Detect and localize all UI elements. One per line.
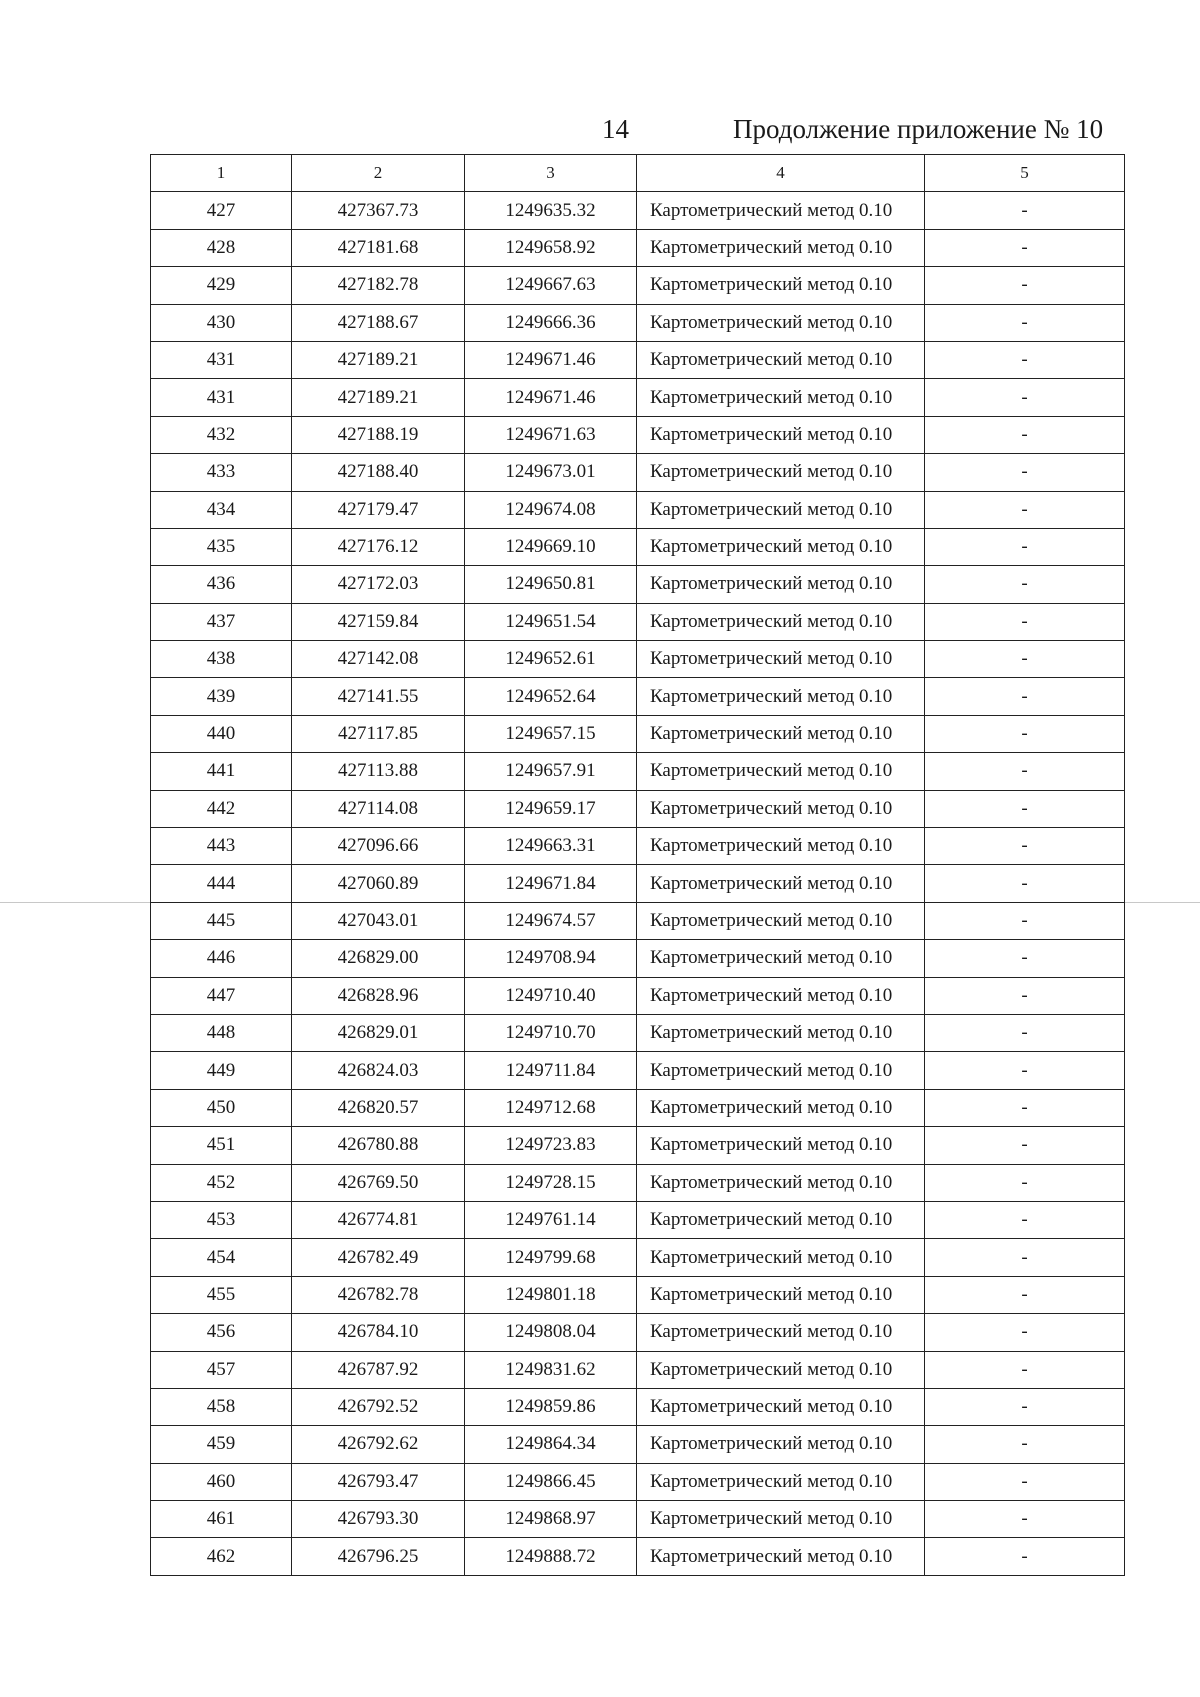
table-row xyxy=(151,304,1125,341)
point-number-cell: 460 xyxy=(151,1463,292,1500)
method-cell: Картометрический метод 0.10 xyxy=(637,267,925,304)
table-row xyxy=(151,1501,1125,1538)
method-cell: Картометрический метод 0.10 xyxy=(637,715,925,752)
notes-cell: - xyxy=(925,379,1125,416)
x-coordinate-cell: 427096.66 xyxy=(292,828,465,865)
point-number-cell: 457 xyxy=(151,1351,292,1388)
coordinates-table xyxy=(150,154,1125,1576)
point-number-cell: 432 xyxy=(151,416,292,453)
notes-cell: - xyxy=(925,1351,1125,1388)
point-number-cell: 455 xyxy=(151,1276,292,1313)
point-number-cell: 453 xyxy=(151,1201,292,1238)
x-coordinate-cell: 426782.78 xyxy=(292,1276,465,1313)
table-row xyxy=(151,379,1125,416)
y-coordinate-cell: 1249801.18 xyxy=(465,1276,637,1313)
notes-cell: - xyxy=(925,977,1125,1014)
y-coordinate-cell: 1249673.01 xyxy=(465,454,637,491)
y-coordinate-cell: 1249669.10 xyxy=(465,528,637,565)
method-cell: Картометрический метод 0.10 xyxy=(637,1501,925,1538)
point-number-cell: 431 xyxy=(151,341,292,378)
method-cell: Картометрический метод 0.10 xyxy=(637,491,925,528)
notes-cell: - xyxy=(925,1201,1125,1238)
point-number-cell: 450 xyxy=(151,1089,292,1126)
y-coordinate-cell: 1249666.36 xyxy=(465,304,637,341)
y-coordinate-cell: 1249671.63 xyxy=(465,416,637,453)
table-row xyxy=(151,902,1125,939)
column-header: 1 xyxy=(151,155,292,192)
method-cell: Картометрический метод 0.10 xyxy=(637,865,925,902)
column-header: 2 xyxy=(292,155,465,192)
x-coordinate-cell: 426828.96 xyxy=(292,977,465,1014)
x-coordinate-cell: 427189.21 xyxy=(292,341,465,378)
point-number-cell: 445 xyxy=(151,902,292,939)
x-coordinate-cell: 427159.84 xyxy=(292,603,465,640)
x-coordinate-cell: 426824.03 xyxy=(292,1052,465,1089)
x-coordinate-cell: 427043.01 xyxy=(292,902,465,939)
y-coordinate-cell: 1249868.97 xyxy=(465,1501,637,1538)
x-coordinate-cell: 426829.01 xyxy=(292,1014,465,1051)
table-row xyxy=(151,865,1125,902)
x-coordinate-cell: 426787.92 xyxy=(292,1351,465,1388)
table-row xyxy=(151,528,1125,565)
x-coordinate-cell: 427188.40 xyxy=(292,454,465,491)
column-header: 4 xyxy=(637,155,925,192)
method-cell: Картометрический метод 0.10 xyxy=(637,1052,925,1089)
point-number-cell: 441 xyxy=(151,753,292,790)
method-cell: Картометрический метод 0.10 xyxy=(637,1276,925,1313)
y-coordinate-cell: 1249657.15 xyxy=(465,715,637,752)
x-coordinate-cell: 427367.73 xyxy=(292,192,465,229)
point-number-cell: 434 xyxy=(151,491,292,528)
notes-cell: - xyxy=(925,1388,1125,1425)
table-row xyxy=(151,1164,1125,1201)
table-row xyxy=(151,566,1125,603)
notes-cell: - xyxy=(925,229,1125,266)
method-cell: Картометрический метод 0.10 xyxy=(637,1314,925,1351)
method-cell: Картометрический метод 0.10 xyxy=(637,379,925,416)
y-coordinate-cell: 1249831.62 xyxy=(465,1351,637,1388)
method-cell: Картометрический метод 0.10 xyxy=(637,528,925,565)
table-row xyxy=(151,454,1125,491)
table-row xyxy=(151,790,1125,827)
column-header: 3 xyxy=(465,155,637,192)
notes-cell: - xyxy=(925,790,1125,827)
x-coordinate-cell: 427188.19 xyxy=(292,416,465,453)
page-header-title: Продолжение приложение № 10 xyxy=(733,114,1104,144)
method-cell: Картометрический метод 0.10 xyxy=(637,678,925,715)
method-cell: Картометрический метод 0.10 xyxy=(637,1089,925,1126)
y-coordinate-cell: 1249635.32 xyxy=(465,192,637,229)
notes-cell: - xyxy=(925,678,1125,715)
notes-cell: - xyxy=(925,865,1125,902)
x-coordinate-cell: 427113.88 xyxy=(292,753,465,790)
method-cell: Картометрический метод 0.10 xyxy=(637,192,925,229)
notes-cell: - xyxy=(925,528,1125,565)
method-cell: Картометрический метод 0.10 xyxy=(637,940,925,977)
y-coordinate-cell: 1249659.17 xyxy=(465,790,637,827)
y-coordinate-cell: 1249671.46 xyxy=(465,341,637,378)
notes-cell: - xyxy=(925,1276,1125,1313)
point-number-cell: 452 xyxy=(151,1164,292,1201)
x-coordinate-cell: 427176.12 xyxy=(292,528,465,565)
notes-cell: - xyxy=(925,454,1125,491)
method-cell: Картометрический метод 0.10 xyxy=(637,1426,925,1463)
method-cell: Картометрический метод 0.10 xyxy=(637,641,925,678)
point-number-cell: 433 xyxy=(151,454,292,491)
table-row xyxy=(151,1014,1125,1051)
y-coordinate-cell: 1249652.61 xyxy=(465,641,637,678)
y-coordinate-cell: 1249864.34 xyxy=(465,1426,637,1463)
table-row xyxy=(151,715,1125,752)
point-number-cell: 428 xyxy=(151,229,292,266)
y-coordinate-cell: 1249674.08 xyxy=(465,491,637,528)
x-coordinate-cell: 427182.78 xyxy=(292,267,465,304)
x-coordinate-cell: 426793.30 xyxy=(292,1501,465,1538)
notes-cell: - xyxy=(925,1426,1125,1463)
method-cell: Картометрический метод 0.10 xyxy=(637,454,925,491)
notes-cell: - xyxy=(925,1501,1125,1538)
method-cell: Картометрический метод 0.10 xyxy=(637,416,925,453)
notes-cell: - xyxy=(925,1239,1125,1276)
point-number-cell: 436 xyxy=(151,566,292,603)
table-header-row xyxy=(151,155,1125,192)
notes-cell: - xyxy=(925,1127,1125,1164)
method-cell: Картометрический метод 0.10 xyxy=(637,828,925,865)
notes-cell: - xyxy=(925,1538,1125,1575)
table-row xyxy=(151,1426,1125,1463)
method-cell: Картометрический метод 0.10 xyxy=(637,341,925,378)
table-row xyxy=(151,1239,1125,1276)
method-cell: Картометрический метод 0.10 xyxy=(637,977,925,1014)
notes-cell: - xyxy=(925,1314,1125,1351)
notes-cell: - xyxy=(925,267,1125,304)
x-coordinate-cell: 427188.67 xyxy=(292,304,465,341)
table-row xyxy=(151,678,1125,715)
table-row xyxy=(151,1538,1125,1575)
table-row xyxy=(151,1463,1125,1500)
table-body xyxy=(151,155,1125,1576)
notes-cell: - xyxy=(925,1014,1125,1051)
notes-cell: - xyxy=(925,192,1125,229)
point-number-cell: 454 xyxy=(151,1239,292,1276)
table-row xyxy=(151,1276,1125,1313)
x-coordinate-cell: 427179.47 xyxy=(292,491,465,528)
table-row xyxy=(151,753,1125,790)
x-coordinate-cell: 427142.08 xyxy=(292,641,465,678)
x-coordinate-cell: 427172.03 xyxy=(292,566,465,603)
x-coordinate-cell: 426782.49 xyxy=(292,1239,465,1276)
x-coordinate-cell: 427189.21 xyxy=(292,379,465,416)
table-row xyxy=(151,940,1125,977)
x-coordinate-cell: 426793.47 xyxy=(292,1463,465,1500)
table-row xyxy=(151,977,1125,1014)
notes-cell: - xyxy=(925,715,1125,752)
x-coordinate-cell: 426774.81 xyxy=(292,1201,465,1238)
table-row xyxy=(151,1127,1125,1164)
method-cell: Картометрический метод 0.10 xyxy=(637,1351,925,1388)
y-coordinate-cell: 1249708.94 xyxy=(465,940,637,977)
point-number-cell: 462 xyxy=(151,1538,292,1575)
x-coordinate-cell: 427117.85 xyxy=(292,715,465,752)
notes-cell: - xyxy=(925,491,1125,528)
x-coordinate-cell: 426829.00 xyxy=(292,940,465,977)
notes-cell: - xyxy=(925,1089,1125,1126)
notes-cell: - xyxy=(925,304,1125,341)
point-number-cell: 461 xyxy=(151,1501,292,1538)
point-number-cell: 447 xyxy=(151,977,292,1014)
table-row xyxy=(151,229,1125,266)
x-coordinate-cell: 427114.08 xyxy=(292,790,465,827)
x-coordinate-cell: 426796.25 xyxy=(292,1538,465,1575)
point-number-cell: 451 xyxy=(151,1127,292,1164)
y-coordinate-cell: 1249808.04 xyxy=(465,1314,637,1351)
x-coordinate-cell: 427181.68 xyxy=(292,229,465,266)
table-row xyxy=(151,416,1125,453)
table-row xyxy=(151,192,1125,229)
notes-cell: - xyxy=(925,902,1125,939)
y-coordinate-cell: 1249671.46 xyxy=(465,379,637,416)
y-coordinate-cell: 1249866.45 xyxy=(465,1463,637,1500)
x-coordinate-cell: 426820.57 xyxy=(292,1089,465,1126)
point-number-cell: 430 xyxy=(151,304,292,341)
point-number-cell: 439 xyxy=(151,678,292,715)
y-coordinate-cell: 1249658.92 xyxy=(465,229,637,266)
method-cell: Картометрический метод 0.10 xyxy=(637,1164,925,1201)
notes-cell: - xyxy=(925,828,1125,865)
point-number-cell: 459 xyxy=(151,1426,292,1463)
point-number-cell: 458 xyxy=(151,1388,292,1425)
table-row xyxy=(151,603,1125,640)
x-coordinate-cell: 426769.50 xyxy=(292,1164,465,1201)
notes-cell: - xyxy=(925,1463,1125,1500)
point-number-cell: 431 xyxy=(151,379,292,416)
y-coordinate-cell: 1249859.86 xyxy=(465,1388,637,1425)
x-coordinate-cell: 426792.52 xyxy=(292,1388,465,1425)
point-number-cell: 444 xyxy=(151,865,292,902)
point-number-cell: 442 xyxy=(151,790,292,827)
point-number-cell: 449 xyxy=(151,1052,292,1089)
y-coordinate-cell: 1249663.31 xyxy=(465,828,637,865)
notes-cell: - xyxy=(925,940,1125,977)
point-number-cell: 446 xyxy=(151,940,292,977)
method-cell: Картометрический метод 0.10 xyxy=(637,1201,925,1238)
method-cell: Картометрический метод 0.10 xyxy=(637,1127,925,1164)
method-cell: Картометрический метод 0.10 xyxy=(637,229,925,266)
table-row xyxy=(151,641,1125,678)
notes-cell: - xyxy=(925,341,1125,378)
table-row xyxy=(151,1351,1125,1388)
x-coordinate-cell: 426792.62 xyxy=(292,1426,465,1463)
method-cell: Картометрический метод 0.10 xyxy=(637,1014,925,1051)
point-number-cell: 437 xyxy=(151,603,292,640)
x-coordinate-cell: 426784.10 xyxy=(292,1314,465,1351)
y-coordinate-cell: 1249888.72 xyxy=(465,1538,637,1575)
y-coordinate-cell: 1249651.54 xyxy=(465,603,637,640)
y-coordinate-cell: 1249652.64 xyxy=(465,678,637,715)
method-cell: Картометрический метод 0.10 xyxy=(637,304,925,341)
y-coordinate-cell: 1249671.84 xyxy=(465,865,637,902)
y-coordinate-cell: 1249711.84 xyxy=(465,1052,637,1089)
notes-cell: - xyxy=(925,641,1125,678)
x-coordinate-cell: 427060.89 xyxy=(292,865,465,902)
y-coordinate-cell: 1249728.15 xyxy=(465,1164,637,1201)
table-row xyxy=(151,491,1125,528)
y-coordinate-cell: 1249710.40 xyxy=(465,977,637,1014)
table-row xyxy=(151,1089,1125,1126)
notes-cell: - xyxy=(925,566,1125,603)
method-cell: Картометрический метод 0.10 xyxy=(637,1239,925,1276)
notes-cell: - xyxy=(925,753,1125,790)
point-number-cell: 440 xyxy=(151,715,292,752)
point-number-cell: 438 xyxy=(151,641,292,678)
method-cell: Картометрический метод 0.10 xyxy=(637,902,925,939)
y-coordinate-cell: 1249761.14 xyxy=(465,1201,637,1238)
x-coordinate-cell: 426780.88 xyxy=(292,1127,465,1164)
table-row xyxy=(151,267,1125,304)
y-coordinate-cell: 1249667.63 xyxy=(465,267,637,304)
method-cell: Картометрический метод 0.10 xyxy=(637,1463,925,1500)
y-coordinate-cell: 1249799.68 xyxy=(465,1239,637,1276)
y-coordinate-cell: 1249674.57 xyxy=(465,902,637,939)
table-row xyxy=(151,1388,1125,1425)
table-row xyxy=(151,828,1125,865)
point-number-cell: 448 xyxy=(151,1014,292,1051)
notes-cell: - xyxy=(925,603,1125,640)
table-row xyxy=(151,1052,1125,1089)
y-coordinate-cell: 1249710.70 xyxy=(465,1014,637,1051)
y-coordinate-cell: 1249657.91 xyxy=(465,753,637,790)
notes-cell: - xyxy=(925,1052,1125,1089)
table-row xyxy=(151,1314,1125,1351)
point-number-cell: 456 xyxy=(151,1314,292,1351)
column-header: 5 xyxy=(925,155,1125,192)
table-row xyxy=(151,1201,1125,1238)
y-coordinate-cell: 1249723.83 xyxy=(465,1127,637,1164)
method-cell: Картометрический метод 0.10 xyxy=(637,566,925,603)
method-cell: Картометрический метод 0.10 xyxy=(637,753,925,790)
x-coordinate-cell: 427141.55 xyxy=(292,678,465,715)
y-coordinate-cell: 1249712.68 xyxy=(465,1089,637,1126)
method-cell: Картометрический метод 0.10 xyxy=(637,603,925,640)
method-cell: Картометрический метод 0.10 xyxy=(637,1538,925,1575)
point-number-cell: 435 xyxy=(151,528,292,565)
notes-cell: - xyxy=(925,1164,1125,1201)
table-row xyxy=(151,341,1125,378)
point-number-cell: 443 xyxy=(151,828,292,865)
point-number-cell: 427 xyxy=(151,192,292,229)
method-cell: Картометрический метод 0.10 xyxy=(637,1388,925,1425)
method-cell: Картометрический метод 0.10 xyxy=(637,790,925,827)
page-number: 14 xyxy=(602,114,629,144)
notes-cell: - xyxy=(925,416,1125,453)
y-coordinate-cell: 1249650.81 xyxy=(465,566,637,603)
point-number-cell: 429 xyxy=(151,267,292,304)
